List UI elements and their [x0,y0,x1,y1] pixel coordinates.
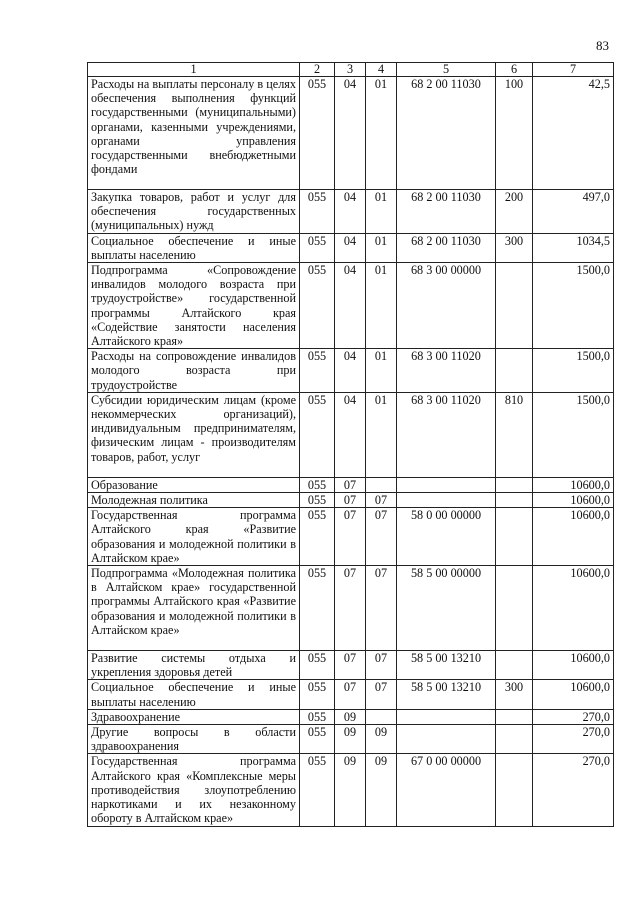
row-expense-type [496,709,533,724]
row-subsection: 01 [366,392,397,477]
row-admin-code: 055 [300,392,335,477]
table-row [88,190,614,234]
row-name: Социальное обеспечение и иные выплаты населению [88,680,300,709]
row-target-article: 67 0 00 00000 [397,754,496,826]
row-name: Другие вопросы в области здравоохранения [88,725,300,754]
row-subsection: 09 [366,754,397,826]
table-row [88,349,614,393]
row-amount: 270,0 [533,754,614,826]
row-name: Социальное обеспечение и иные выплаты населению [88,233,300,262]
row-subsection: 01 [366,263,397,349]
row-subsection: 01 [366,77,397,190]
row-subsection: 09 [366,725,397,754]
row-amount: 42,5 [533,77,614,190]
row-name: Государственная программа Алтайского края «Развитие образования и молодежной политики в Алтайском крае» [88,508,300,566]
row-subsection: 01 [366,349,397,393]
row-section: 07 [335,493,366,508]
row-admin-code: 055 [300,725,335,754]
row-subsection: 07 [366,508,397,566]
budget-table [87,62,614,827]
row-amount: 10600,0 [533,566,614,651]
row-amount: 1500,0 [533,349,614,393]
row-expense-type: 300 [496,680,533,709]
row-amount: 10600,0 [533,508,614,566]
row-section: 07 [335,680,366,709]
table-row [88,566,614,651]
row-name: Закупка товаров, работ и услуг для обеспечения государственных (муниципальных) нужд [88,190,300,234]
row-target-article: 68 2 00 11030 [397,190,496,234]
table-row [88,77,614,190]
row-name: Образование [88,477,300,492]
row-section: 07 [335,508,366,566]
row-amount: 1500,0 [533,392,614,477]
row-amount: 270,0 [533,725,614,754]
row-name: Подпрограмма «Молодежная политика в Алтайском крае» государственной программы Алтайского края «Развитие образования и молодежной политики в Алтайском крае» [88,566,300,651]
row-expense-type [496,349,533,393]
row-admin-code: 055 [300,263,335,349]
row-amount: 10600,0 [533,680,614,709]
header-cell: 3 [335,63,366,77]
row-amount: 10600,0 [533,493,614,508]
row-expense-type [496,725,533,754]
row-expense-type [496,263,533,349]
table-row [88,493,614,508]
table-row [88,263,614,349]
row-target-article: 68 3 00 11020 [397,349,496,393]
row-admin-code: 055 [300,754,335,826]
row-target-article: 68 2 00 11030 [397,77,496,190]
row-target-article: 68 2 00 11030 [397,233,496,262]
row-target-article: 68 3 00 11020 [397,392,496,477]
row-section: 09 [335,709,366,724]
row-admin-code: 055 [300,477,335,492]
row-subsection [366,477,397,492]
row-target-article [397,477,496,492]
header-cell: 6 [496,63,533,77]
row-name: Государственная программа Алтайского края «Комплексные меры противодействия злоупотреблению наркотиками и их незаконному обороту в Алтайском крае» [88,754,300,826]
row-admin-code: 055 [300,233,335,262]
row-section: 04 [335,190,366,234]
row-subsection: 01 [366,233,397,262]
row-admin-code: 055 [300,680,335,709]
row-section: 09 [335,754,366,826]
row-subsection: 01 [366,190,397,234]
row-admin-code: 055 [300,566,335,651]
row-expense-type [496,566,533,651]
row-section: 04 [335,263,366,349]
table-row [88,680,614,709]
row-target-article: 58 5 00 00000 [397,566,496,651]
row-admin-code: 055 [300,77,335,190]
table-row [88,508,614,566]
row-section: 04 [335,77,366,190]
table-row [88,477,614,492]
row-target-article [397,725,496,754]
row-amount: 497,0 [533,190,614,234]
row-section: 04 [335,392,366,477]
row-admin-code: 055 [300,709,335,724]
row-target-article: 58 0 00 00000 [397,508,496,566]
row-expense-type: 100 [496,77,533,190]
row-amount: 10600,0 [533,477,614,492]
row-amount: 1034,5 [533,233,614,262]
table-row [88,651,614,680]
row-section: 07 [335,477,366,492]
page-number: 83 [596,38,609,53]
row-admin-code: 055 [300,349,335,393]
header-cell: 1 [88,63,300,77]
table-row [88,709,614,724]
row-name: Здравоохранение [88,709,300,724]
row-expense-type: 810 [496,392,533,477]
row-expense-type: 300 [496,233,533,262]
header-cell: 2 [300,63,335,77]
row-name: Расходы на выплаты персоналу в целях обеспечения выполнения функций государственными (муниципальными) органами, казенными учреждениями, органами управления государственными внебюджетными фондами [88,77,300,190]
row-subsection [366,709,397,724]
row-amount: 10600,0 [533,651,614,680]
row-admin-code: 055 [300,508,335,566]
header-cell: 5 [397,63,496,77]
row-admin-code: 055 [300,190,335,234]
row-target-article: 58 5 00 13210 [397,680,496,709]
row-expense-type: 200 [496,190,533,234]
row-expense-type [496,754,533,826]
row-expense-type [496,477,533,492]
row-name: Подпрограмма «Сопровождение инвалидов молодого возраста при трудоустройстве» государственной программы Алтайского края «Содействие занятости населения Алтайского края» [88,263,300,349]
row-subsection: 07 [366,680,397,709]
header-cell: 4 [366,63,397,77]
header-cell: 7 [533,63,614,77]
row-admin-code: 055 [300,651,335,680]
table-header-row [88,63,614,77]
row-amount: 270,0 [533,709,614,724]
row-section: 04 [335,349,366,393]
row-subsection: 07 [366,651,397,680]
row-expense-type [496,493,533,508]
row-target-article: 68 3 00 00000 [397,263,496,349]
row-target-article: 58 5 00 13210 [397,651,496,680]
table-row [88,725,614,754]
row-target-article [397,493,496,508]
row-section: 07 [335,651,366,680]
row-name: Субсидии юридическим лицам (кроме некоммерческих организаций), индивидуальным предпринимателям, физическим лицам - производителям товаров, работ, услуг [88,392,300,477]
row-subsection: 07 [366,493,397,508]
row-amount: 1500,0 [533,263,614,349]
row-name: Развитие системы отдыха и укрепления здоровья детей [88,651,300,680]
row-target-article [397,709,496,724]
row-name: Молодежная политика [88,493,300,508]
row-section: 04 [335,233,366,262]
table-row [88,233,614,262]
row-expense-type [496,651,533,680]
row-name: Расходы на сопровождение инвалидов молодого возраста при трудоустройстве [88,349,300,393]
row-admin-code: 055 [300,493,335,508]
table-row [88,392,614,477]
row-subsection: 07 [366,566,397,651]
row-expense-type [496,508,533,566]
row-section: 09 [335,725,366,754]
row-section: 07 [335,566,366,651]
table-row [88,754,614,826]
